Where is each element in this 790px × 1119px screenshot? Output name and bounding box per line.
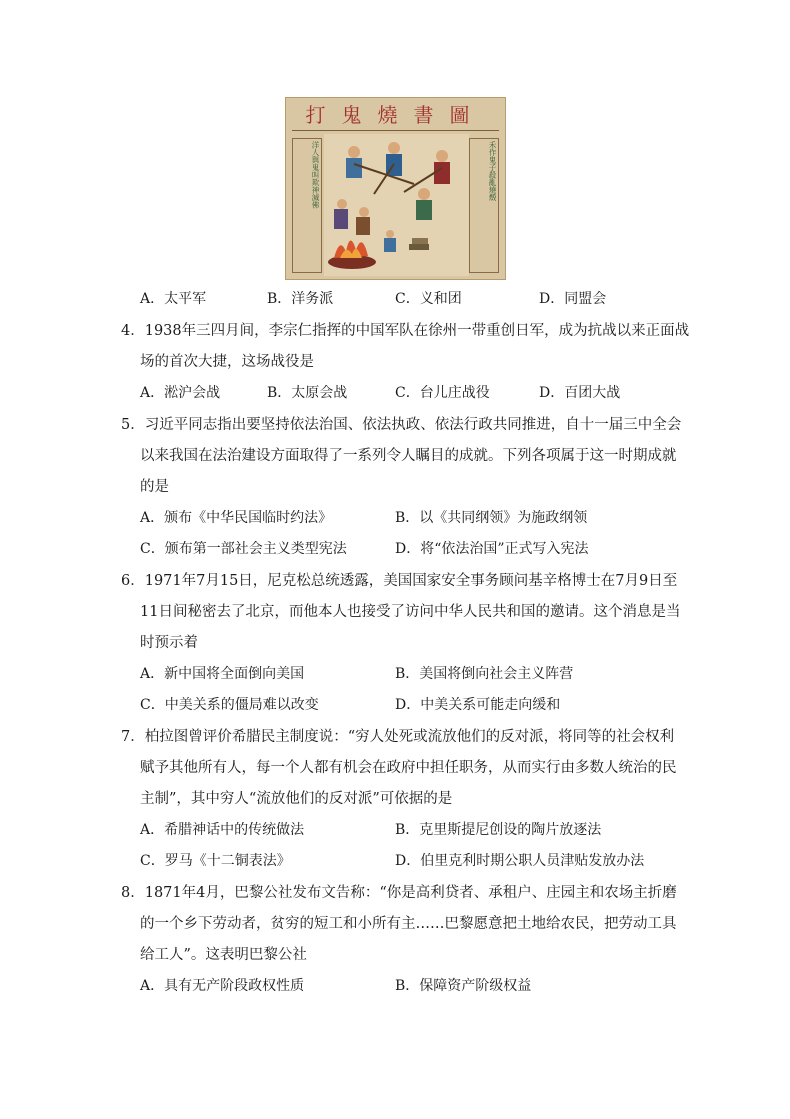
q3-option-d: D．同盟会: [539, 291, 607, 307]
q5-option-b: B．以《共同纲领》为施政纲领: [395, 510, 588, 526]
q7-stem-line-3: 主制”，其中穷人“流放他们的反对派”可依据的是: [140, 791, 453, 807]
q5-stem-line-3: 的是: [140, 479, 169, 495]
q8-stem-line-1: 8．1871年4月，巴黎公社发布文告称：“你是高利贷者、承租户、庄园主和农场主折磨: [121, 885, 677, 901]
print-title-divider: [292, 130, 499, 131]
q4-option-a: A．淞沪会战: [140, 385, 221, 401]
q5-option-a: A．颁布《中华民国临时约法》: [140, 510, 333, 526]
print-scene-illustration: [324, 134, 469, 276]
q8-stem-line-2: 的一个乡下劳动者，贫穷的短工和小所有主……巴黎愿意把土地给农民，把劳动工具: [140, 916, 677, 932]
q6-option-d: D．中美关系可能走向缓和: [395, 697, 561, 713]
q5-stem-line-1: 5．习近平同志指出要坚持依法治国、依法执政、依法行政共同推进，自十一届三中全会: [121, 417, 682, 433]
q7-option-a: A．希腊神话中的传统做法: [140, 822, 305, 838]
q7-stem-line-2: 赋予其他所有人，每一个人都有机会在政府中担任职务，从而实行由多数人统治的民: [140, 760, 677, 776]
q7-option-b: B．克里斯提尼创设的陶片放逐法: [395, 822, 602, 838]
q7-option-c: C．罗马《十二铜表法》: [140, 853, 291, 869]
q8-option-a: A．具有无产阶段政权性质: [140, 978, 305, 994]
q7-stem-line-1: 7．柏拉图曾评价希腊民主制度说：“穷人处死或流放他们的反对派，将同等的社会权利: [121, 729, 675, 745]
q3-option-c: C．义和团: [395, 291, 462, 307]
q6-stem-line-1: 6．1971年7月15日，尼克松总统透露，美国国家安全事务顾问基辛格博士在7月9日至: [121, 573, 678, 589]
q3-option-b: B．洋务派: [267, 291, 334, 307]
woodblock-print-image: [285, 97, 506, 280]
q8-stem-line-3: 给工人”。这表明巴黎公社: [140, 947, 307, 963]
q4-stem-line-1: 4．1938年三四月间，李宗仁指挥的中国军队在徐州一带重创日军，成为抗战以来正面战: [121, 323, 690, 339]
q3-option-a: A．太平军: [140, 291, 207, 307]
q6-option-a: A．新中国将全面倒向美国: [140, 666, 305, 682]
q6-option-b: B．美国将倒向社会主义阵营: [395, 666, 574, 682]
q6-stem-line-2: 11日间秘密去了北京，而他本人也接受了访问中华人民共和国的邀请。这个消息是当: [140, 604, 681, 620]
q5-stem-line-2: 以来我国在法治建设方面取得了一系列令人瞩目的成就。下列各项属于这一时期成就: [140, 448, 677, 464]
q4-option-b: B．太原会战: [267, 385, 348, 401]
q6-option-c: C．中美关系的僵局难以改变: [140, 697, 319, 713]
q4-option-c: C．台儿庄战役: [395, 385, 490, 401]
print-title: 打鬼燒書圖: [305, 103, 486, 127]
q6-stem-line-3: 时预示着: [140, 635, 198, 651]
q7-option-d: D．伯里克利时期公职人员津贴发放办法: [395, 853, 645, 869]
print-right-inscription: 禾作鬼子殺亂燒燬: [469, 138, 499, 273]
q4-option-d: D．百团大战: [539, 385, 621, 401]
q8-option-b: B．保障资产阶级权益: [395, 978, 532, 994]
print-left-inscription: 洋人與鬼叫欺神滅佛: [292, 138, 322, 273]
q5-option-d: D．将“依法治国”正式写入宪法: [395, 541, 589, 557]
q4-stem-line-2: 场的首次大捷，这场战役是: [140, 354, 314, 370]
q5-option-c: C．颁布第一部社会主义类型宪法: [140, 541, 347, 557]
